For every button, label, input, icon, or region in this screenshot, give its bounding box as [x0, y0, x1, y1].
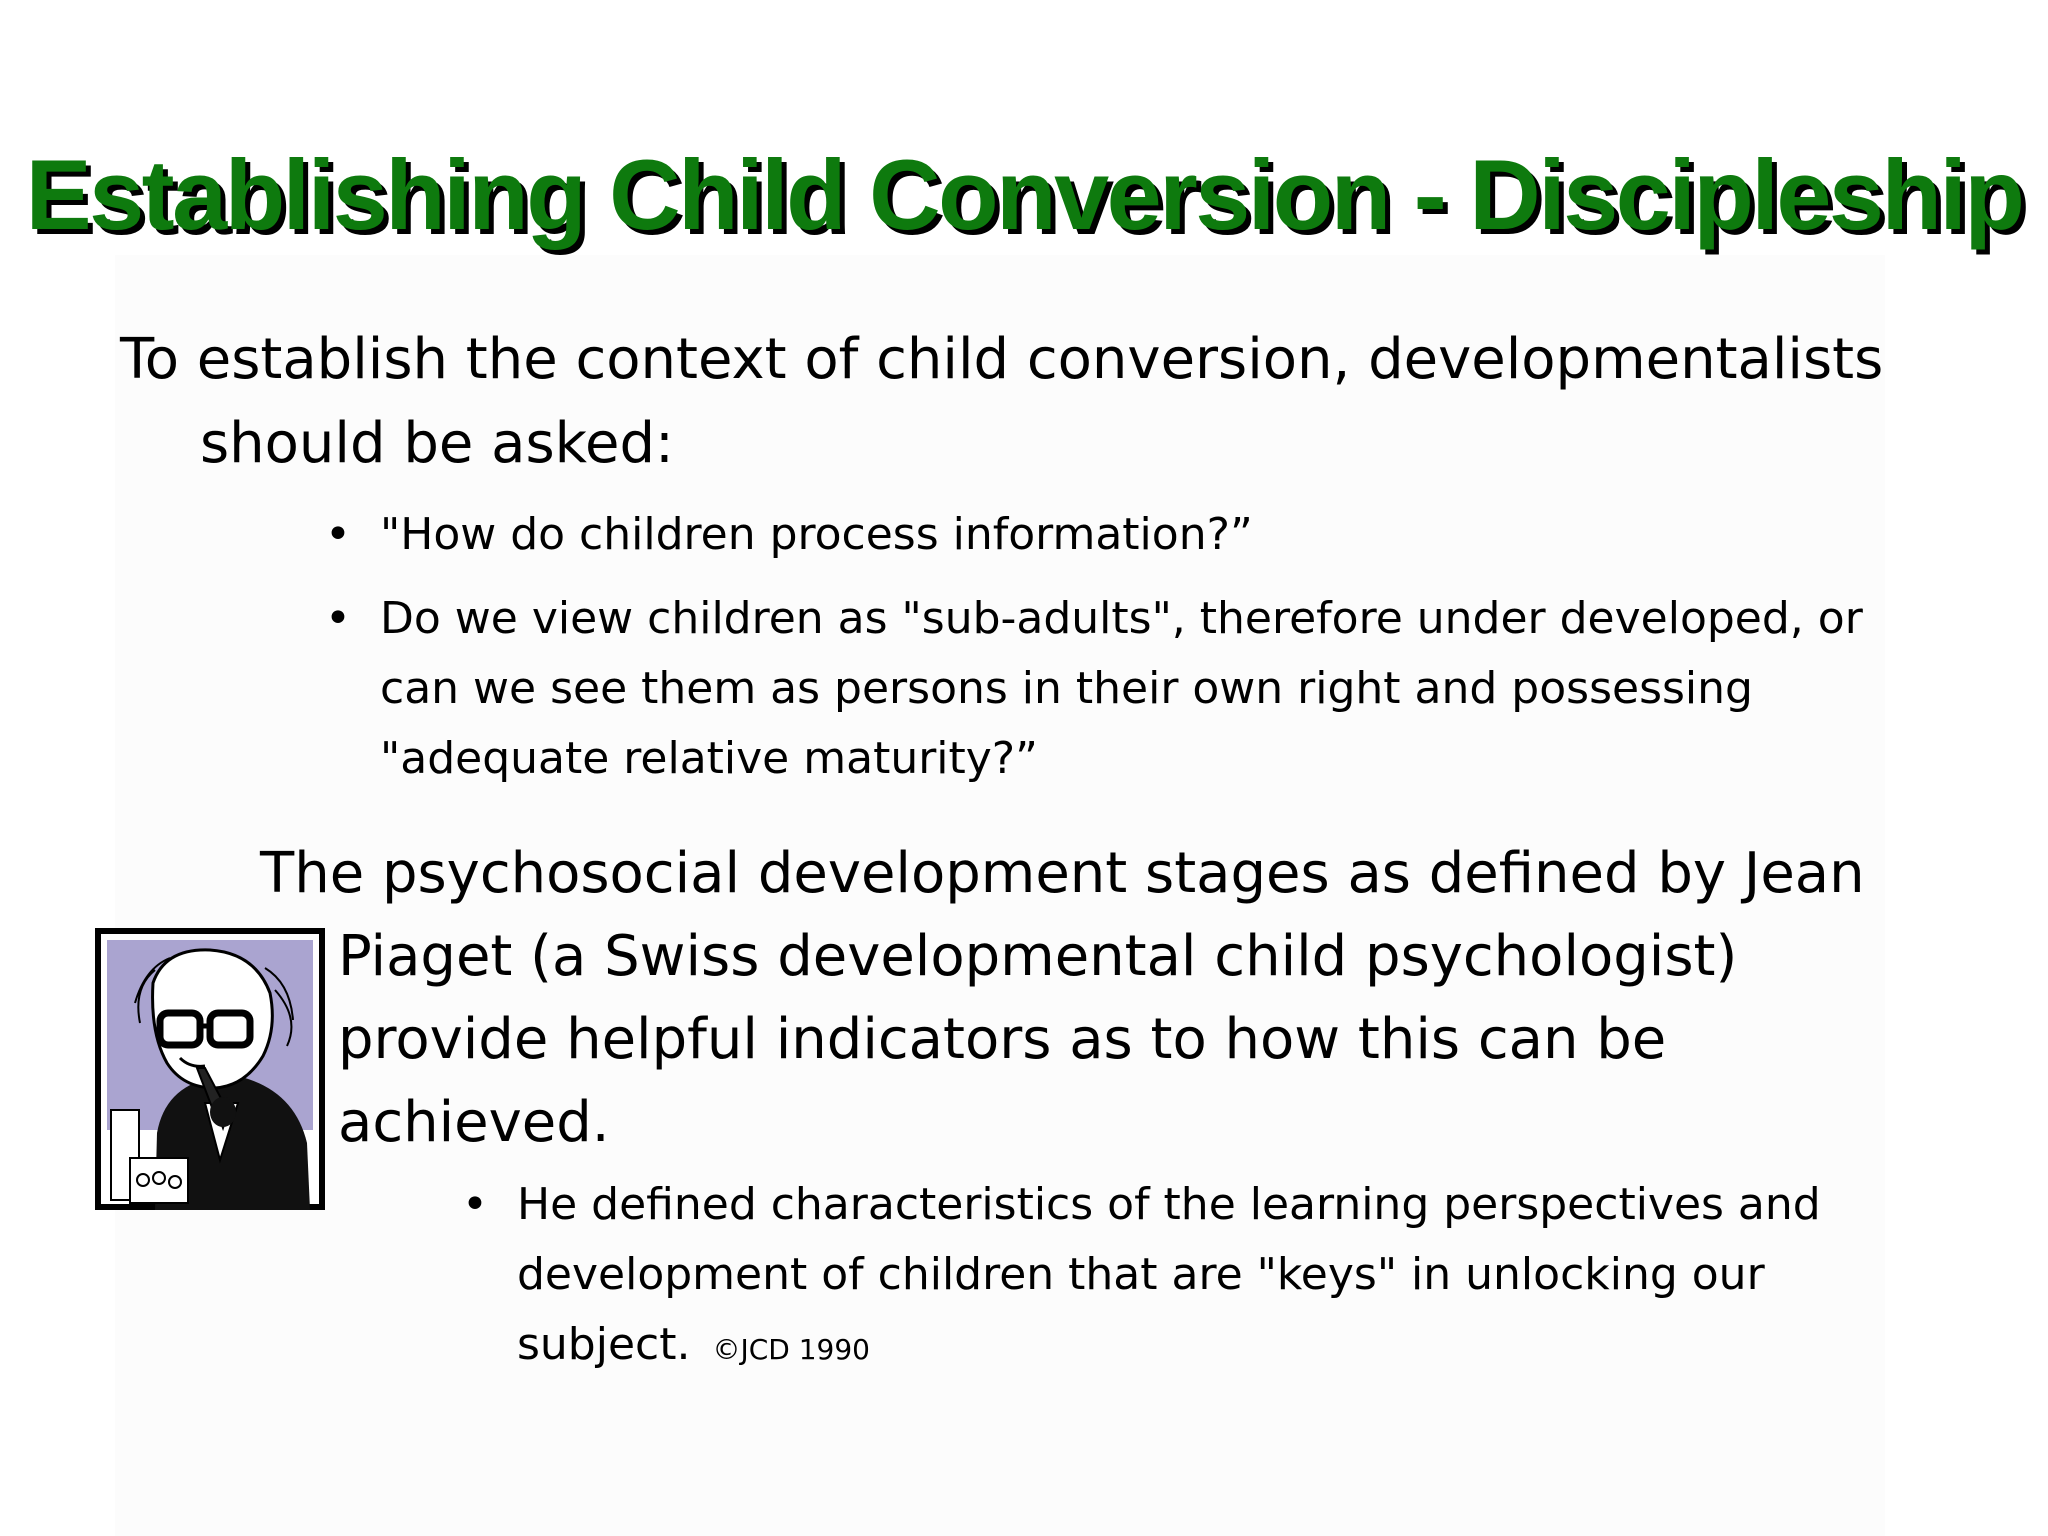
question-item [325, 584, 1915, 794]
piaget-bullet-list [462, 1170, 1902, 1385]
intro-paragraph: To establish the context of child conversion, developmentalists should be asked: [120, 327, 1884, 476]
slide-title: Establishing Child Conversion - Discipleship [25, 139, 2023, 250]
piaget-paragraph: The psychosocial development stages as defined by Jean Piaget (a Swiss developmental child psychologist) provide helpful indicators as to how this can be achieved. [260, 841, 1865, 1155]
question-item [325, 500, 1915, 570]
bullet-icon: • [325, 593, 351, 644]
bullet-icon: • [462, 1179, 488, 1230]
piaget-bullet-text: He defined characteristics of the learning perspectives and development of children that are "keys" in unlocking our subject. [517, 1179, 1821, 1370]
piaget-portrait-icon [95, 928, 325, 1210]
bullet-icon: • [325, 509, 351, 560]
question-text: "How do children process information?” [380, 509, 1253, 560]
question-text: Do we view children as "sub-adults", therefore under developed, or can we see them as persons in their own right and possessing "adequate relative maturity?” [380, 593, 1863, 784]
copyright-notice: ©JCD 1990 [712, 1333, 870, 1366]
question-list [325, 500, 1915, 808]
piaget-bullet-item [462, 1170, 1902, 1385]
